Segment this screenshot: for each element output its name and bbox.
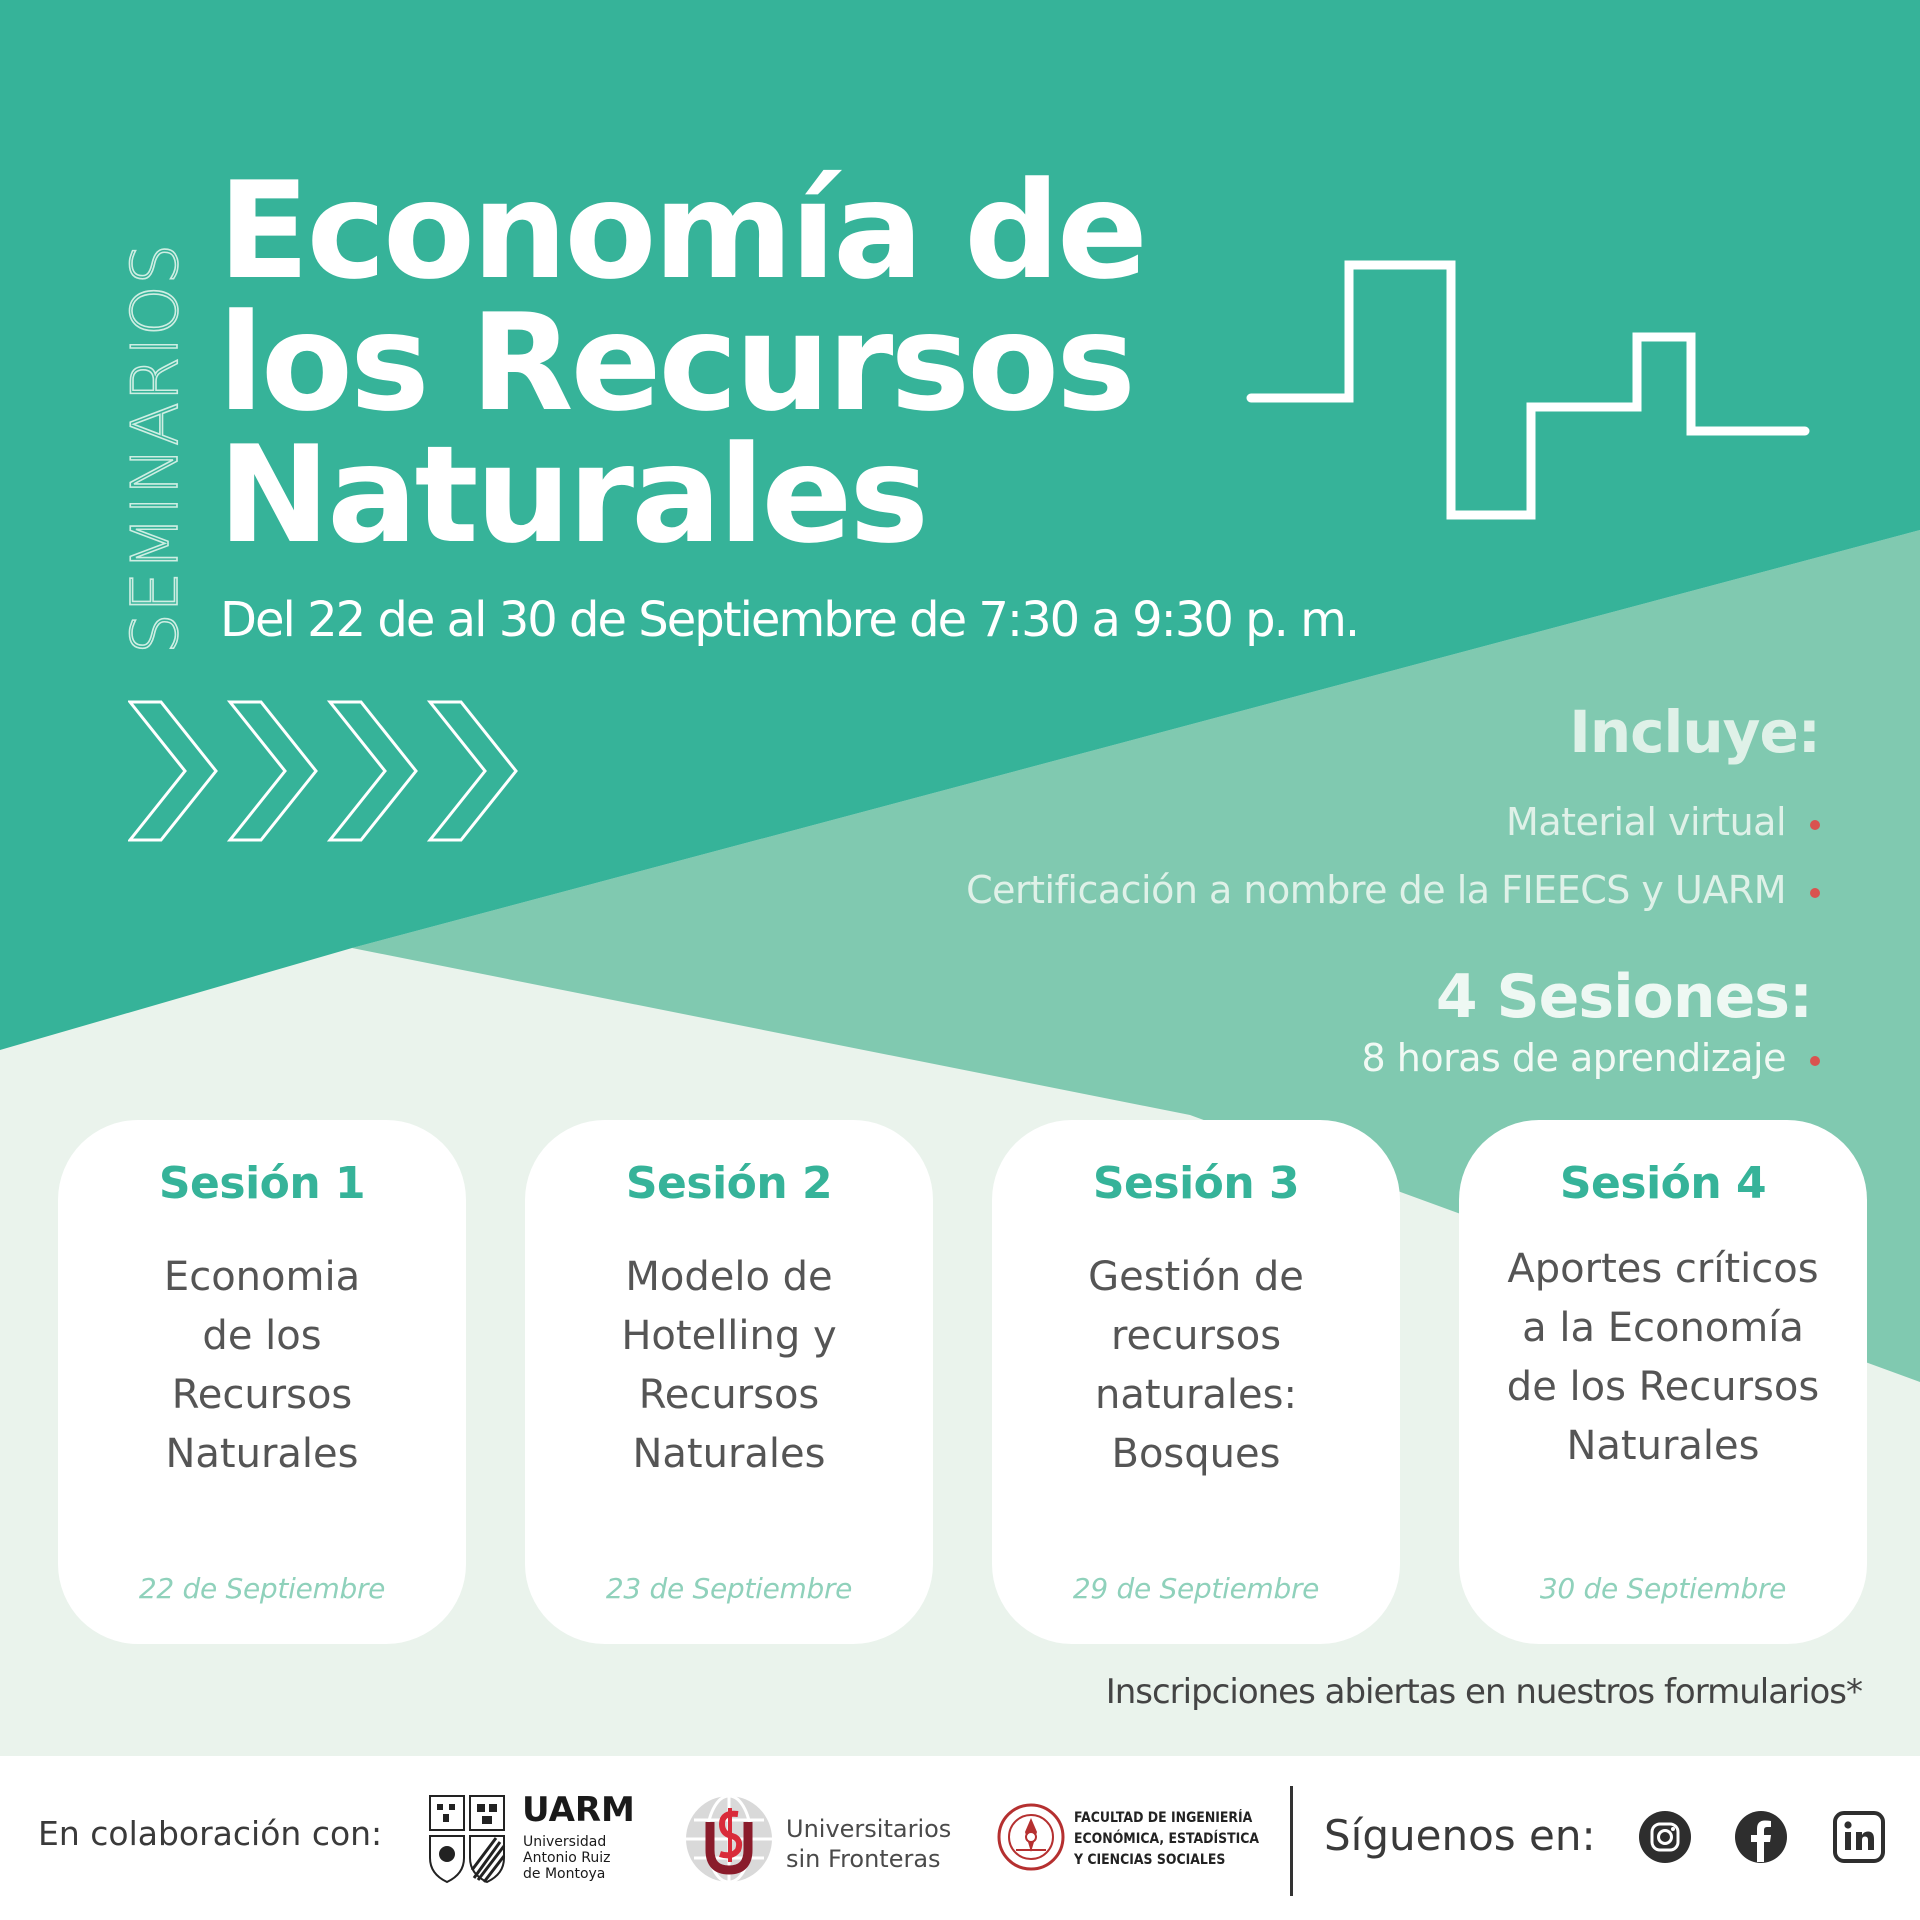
session-date: 30 de Septiembre — [1539, 1572, 1787, 1605]
chevron-1 — [130, 702, 216, 840]
session-card — [992, 1120, 1400, 1644]
includes-heading: Incluye: — [1569, 698, 1820, 766]
sessions-heading: 4 Sesiones: — [1435, 962, 1812, 1032]
uarm-shield-logo — [428, 1794, 506, 1886]
session-topic: Aportes críticos a la Economía de los Recursos Naturales — [1506, 1246, 1820, 1469]
session-label: Sesión 3 — [1092, 1158, 1300, 1209]
uarm-full-name: Universidad Antonio Ruiz de Montoya — [523, 1834, 611, 1882]
chevron-2 — [230, 702, 316, 840]
session-topic: Modelo de Hotelling y Recursos Naturales — [621, 1254, 837, 1477]
footer-bar — [0, 1756, 1920, 1920]
session-date: 29 de Septiembre — [1072, 1572, 1320, 1605]
instagram-icon[interactable] — [1638, 1810, 1692, 1864]
sessions-detail-label: 8 horas de aprendizaje — [1361, 1036, 1786, 1080]
uarm-name: UARM — [522, 1790, 635, 1830]
footer-divider — [1290, 1786, 1293, 1896]
registration-note: Inscripciones abiertas en nuestros formularios* — [1105, 1672, 1862, 1712]
facebook-icon[interactable] — [1734, 1810, 1788, 1864]
feature-label: Certificación a nombre de la FIEECS y UARM — [966, 868, 1786, 912]
title-line-2: los Recursos — [218, 285, 1133, 441]
collaboration-label: En colaboración con: — [38, 1814, 383, 1853]
fieecs-name: FACULTAD DE INGENIERÍA ECONÓMICA, ESTADÍSTICA Y CIENCIAS SOCIALES — [1074, 1810, 1260, 1868]
session-label: Sesión 1 — [158, 1158, 366, 1209]
follow-label: Síguenos en: — [1324, 1811, 1596, 1860]
seminar-title — [218, 153, 1218, 573]
chevron-4 — [430, 702, 516, 840]
includes-block — [966, 700, 1820, 912]
linkedin-icon[interactable] — [1832, 1810, 1886, 1864]
session-card — [1459, 1120, 1867, 1644]
session-card — [58, 1120, 466, 1644]
chevron-3 — [330, 702, 416, 840]
seminarios-vertical-label: SEMINARIOS — [119, 242, 193, 654]
seminar-dates: Del 22 de al 30 de Septiembre de 7:30 a 9:30 p. m. — [220, 592, 1359, 648]
session-topic: Economia de los Recursos Naturales — [163, 1254, 361, 1477]
title-line-3: Naturales — [218, 417, 927, 573]
feature-label: Material virtual — [1506, 800, 1786, 844]
usf-globe-logo — [682, 1792, 776, 1886]
session-card — [525, 1120, 933, 1644]
session-date: 23 de Septiembre — [605, 1572, 853, 1605]
bullet-dot-icon — [1810, 1056, 1820, 1066]
chevrons-decoration — [128, 700, 528, 845]
session-topic: Gestión de recursos naturales: Bosques — [1088, 1254, 1304, 1477]
bullet-dot-icon — [1810, 820, 1820, 830]
session-date: 22 de Septiembre — [138, 1572, 386, 1605]
title-line-1: Economía de — [218, 153, 1145, 309]
feature-item — [966, 800, 1820, 844]
session-label: Sesión 2 — [625, 1158, 833, 1209]
usf-name: Universitarios sin Fronteras — [786, 1815, 952, 1873]
session-label: Sesión 4 — [1559, 1158, 1767, 1209]
feature-item — [966, 868, 1820, 912]
sessions-detail — [1362, 1036, 1820, 1080]
fieecs-seal-logo — [996, 1792, 1066, 1882]
bullet-dot-icon — [1810, 888, 1820, 898]
skyline-line-decoration — [1245, 255, 1815, 530]
